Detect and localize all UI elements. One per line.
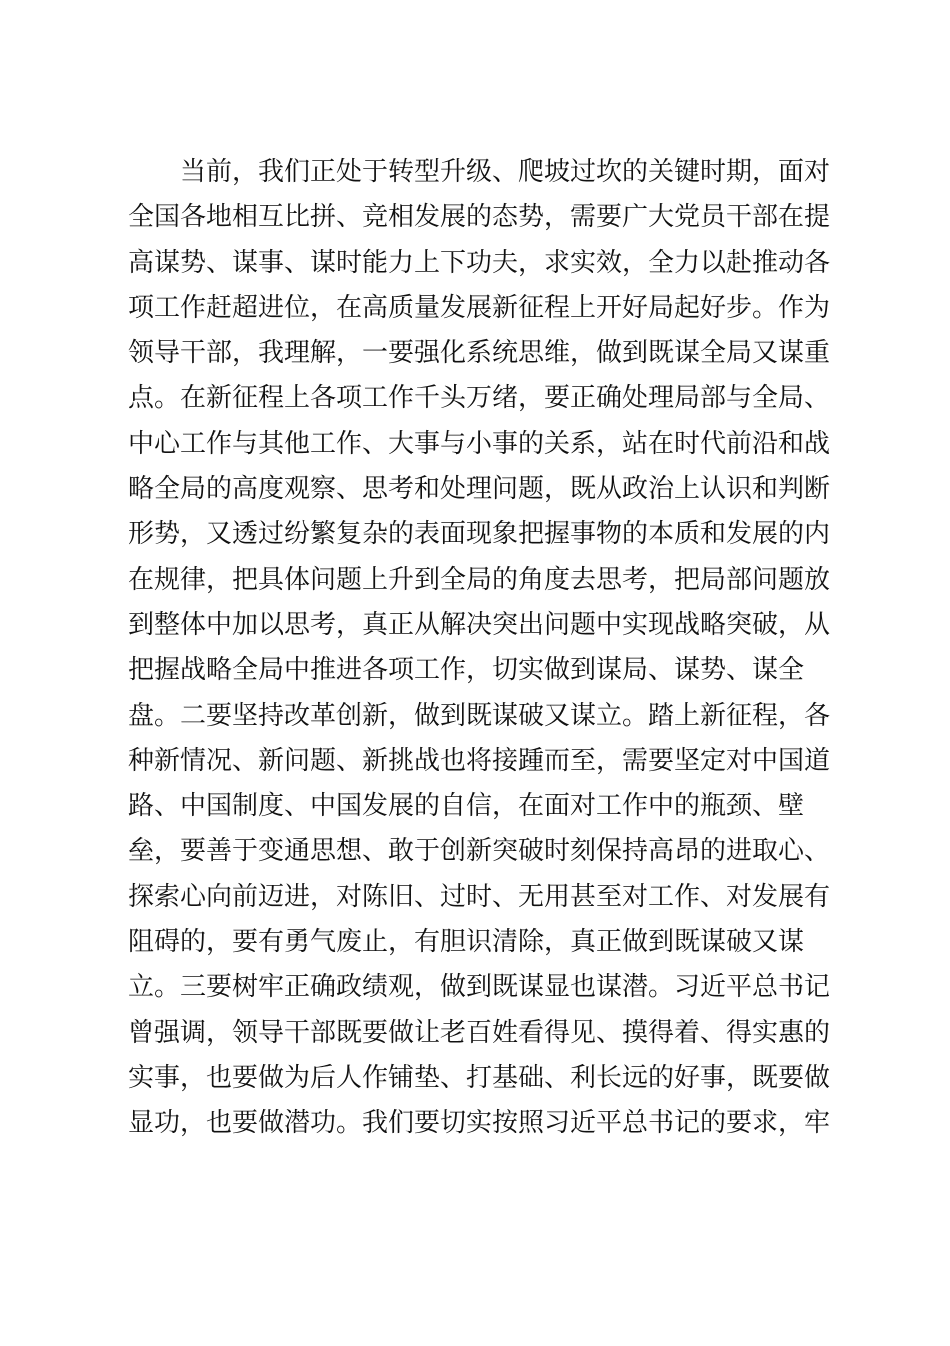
paragraph-line: 探索心向前迈进，对陈旧、过时、无用甚至对工作、对发展有 [128, 881, 831, 912]
paragraph-line: 全国各地相互比拼、竞相发展的态势，需要广大党员干部在提 [128, 202, 831, 233]
paragraph-line: 阻碍的，要有勇气废止，有胆识清除，真正做到既谋破又谋 [128, 927, 805, 958]
paragraph-line: 显功，也要做潜功。我们要切实按照习近平总书记的要求，牢 [128, 1108, 831, 1139]
paragraph-line: 略全局的高度观察、思考和处理问题，既从政治上认识和判断 [128, 474, 831, 505]
paragraph-line: 当前，我们正处于转型升级、爬坡过坎的关键时期，面对 [180, 157, 831, 187]
paragraph-line: 中心工作与其他工作、大事与小事的关系，站在时代前沿和战 [128, 428, 831, 459]
paragraph-line: 路、中国制度、中国发展的自信，在面对工作中的瓶颈、壁 [128, 791, 805, 822]
paragraph-line: 曾强调，领导干部既要做让老百姓看得见、摸得着、得实惠的 [128, 1017, 831, 1048]
paragraph-line: 形势，又透过纷繁复杂的表面现象把握事物的本质和发展的内 [128, 519, 831, 550]
paragraph-line: 种新情况、新问题、新挑战也将接踵而至，需要坚定对中国道 [128, 745, 831, 776]
paragraph-line: 把握战略全局中推进各项工作，切实做到谋局、谋势、谋全 [128, 655, 805, 686]
paragraph-line: 实事，也要做为后人作铺垫、打基础、利长远的好事，既要做 [128, 1062, 831, 1093]
paragraph-line: 盘。二要坚持改革创新，做到既谋破又谋立。踏上新征程，各 [128, 700, 831, 731]
paragraph-line: 在规律，把具体问题上升到全局的角度去思考，把局部问题放 [128, 564, 831, 595]
paragraph-line: 项工作赶超进位，在高质量发展新征程上开好局起好步。作为 [128, 292, 831, 323]
paragraph-line: 到整体中加以思考，真正从解决突出问题中实现战略突破，从 [128, 609, 831, 640]
paragraph-line: 垒，要善于变通思想、敢于创新突破时刻保持高昂的进取心、 [128, 836, 831, 867]
body-paragraph [128, 150, 831, 1147]
paragraph-line: 高谋势、谋事、谋时能力上下功夫，求实效，全力以赴推动各 [128, 247, 831, 278]
paragraph-line: 立。三要树牢正确政绩观，做到既谋显也谋潜。习近平总书记 [128, 972, 831, 1003]
paragraph-line: 点。在新征程上各项工作千头万绪，要正确处理局部与全局、 [128, 383, 831, 414]
paragraph-line: 领导干部，我理解，一要强化系统思维，做到既谋全局又谋重 [128, 338, 831, 369]
